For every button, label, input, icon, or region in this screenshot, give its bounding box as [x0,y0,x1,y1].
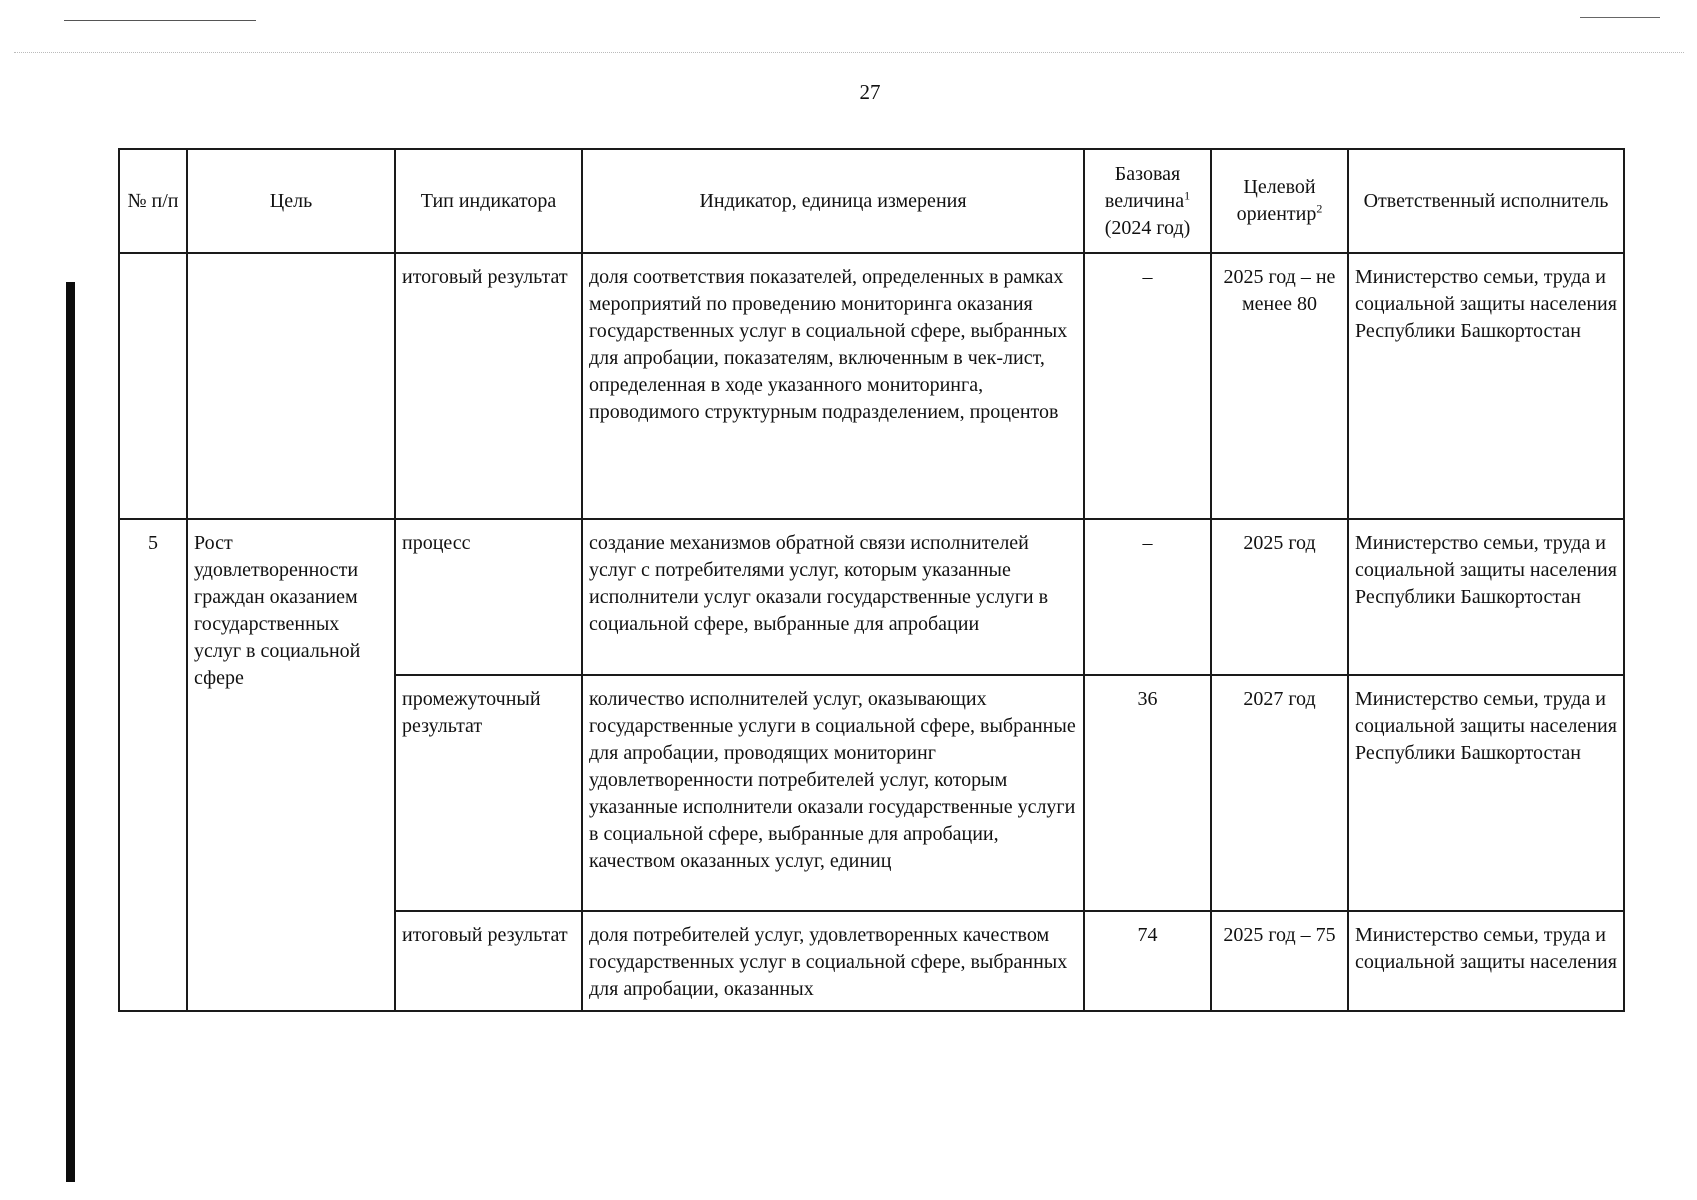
cell-type: процесс [395,519,582,675]
cell-type: итоговый результат [395,911,582,1011]
header-base-value-label: Базовая величина [1104,162,1185,212]
cell-target: 2025 год [1211,519,1348,675]
cell-executor: Министерство семьи, труда и социальной защиты населения Республики Башкортостан [1348,253,1624,519]
page-number: 27 [859,80,881,104]
header-goal: Цель [187,149,395,253]
cell-base: 36 [1084,675,1211,911]
cell-num [119,253,187,519]
header-base-value [1084,149,1211,253]
header-num: № п/п [119,149,187,253]
cell-indicator: доля соответствия показателей, определенных в рамках мероприятий по проведению мониторинга оказания государственных услуг в социальной сфере, выбранных для апробации, показателям, включенным в чек-лист, определенная в ходе указанного мониторинга, проводимого структурным подразделением, процентов [582,253,1084,519]
cell-type: итоговый результат [395,253,582,519]
table-row [119,253,1624,519]
cell-executor: Министерство семьи, труда и социальной защиты населения Республики Башкортостан [1348,519,1624,675]
header-target-label: Целевой ориентир [1236,176,1317,225]
cell-base: – [1084,253,1211,519]
header-type: Тип индикатора [395,149,582,253]
table-header-row [119,149,1624,253]
header-base-year: (2024 год) [1104,216,1191,239]
header-target [1211,149,1348,253]
cell-base: – [1084,519,1211,675]
cell-indicator: доля потребителей услуг, удовлетворенных качеством государственных услуг в социальной сфере, выбранных для апробации, оказанных [582,911,1084,1011]
indicators-table [118,148,1625,1012]
scan-artifact-line [1580,17,1660,18]
scan-artifact-line [64,20,256,21]
cell-type: промежуточный результат [395,675,582,911]
cell-goal [187,253,395,519]
footnote-marker: 1 [1184,187,1191,202]
cell-executor: Министерство семьи, труда и социальной защиты населения Республики Башкортостан [1348,675,1624,911]
scan-binding-edge [66,282,75,1182]
cell-target: 2027 год [1211,675,1348,911]
cell-target: 2025 год – не менее 80 [1211,253,1348,519]
cell-indicator: создание механизмов обратной связи исполнителей услуг с потребителями услуг, которым указанные исполнители услуг оказали государственные услуги в социальной сфере, выбранные для апробации [582,519,1084,675]
scan-artifact-dotted-line [14,52,1684,53]
header-indicator: Индикатор, единица измерения [582,149,1084,253]
footnote-marker: 2 [1316,201,1323,216]
table-row [119,519,1624,675]
cell-executor: Министерство семьи, труда и социальной защиты населения [1348,911,1624,1011]
cell-num: 5 [119,519,187,1011]
cell-indicator: количество исполнителей услуг, оказывающих государственные услуги в социальной сфере, выбранные для апробации, проводящих мониторинг удовлетворенности потребителей услуг, которым указанные исполнители оказали государственные услуги в социальной сфере, выбранные для апробации, качеством оказанных услуг, единиц [582,675,1084,911]
header-executor: Ответственный исполнитель [1348,149,1624,253]
cell-base: 74 [1084,911,1211,1011]
cell-goal: Рост удовлетворенности граждан оказанием государственных услуг в социальной сфере [187,519,395,1011]
cell-target: 2025 год – 75 [1211,911,1348,1011]
